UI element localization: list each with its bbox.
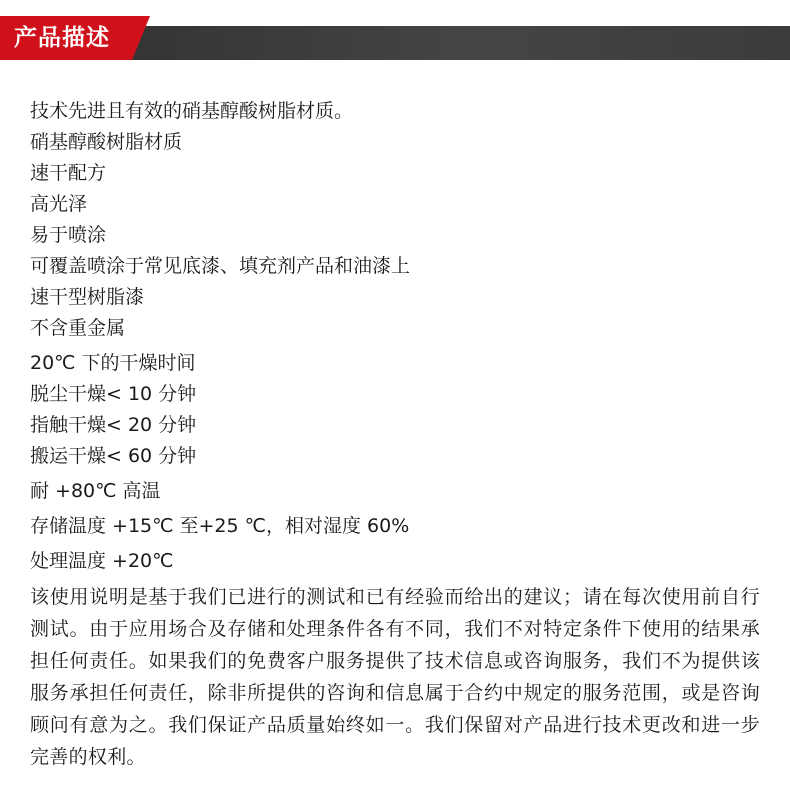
feature-line: 硝基醇酸树脂材质 [30, 131, 183, 153]
storage-temperature: 存储温度 +15℃ 至+25 ℃，相对湿度 60% [30, 515, 410, 537]
heat-resistance: 耐 +80℃ 高温 [30, 480, 161, 502]
disclaimer-paragraph: 该使用说明是基于我们已进行的测试和已有经验而给出的建议；请在每次使用前自行测试。由于应用场合及存储和处理条件各有不同，我们不对特定条件下使用的结果承担任何责任。如果我们的免费客户服务提供了技术信息或咨询服务，我们不为提供该服务承担任何责任，除非所提供的咨询和信息属于合约中规定的服务范围，或是咨询顾问有意为之。我们保证产品质量始终如一。我们保留对产品进行技术更改和进一步完善的权利。 [30, 586, 760, 768]
processing-temperature: 处理温度 +20℃ [30, 550, 174, 572]
feature-line: 速干配方 [30, 162, 107, 184]
drying-item: 脱尘干燥< 10 分钟 [30, 383, 197, 405]
feature-line: 速干型树脂漆 [30, 286, 145, 308]
drying-item: 指触干燥< 20 分钟 [30, 414, 197, 436]
drying-title: 20℃ 下的干燥时间 [30, 352, 196, 374]
feature-line: 可覆盖喷涂于常见底漆、填充剂产品和油漆上 [30, 255, 411, 277]
feature-line: 不含重金属 [30, 317, 126, 339]
section-title: 产品描述 [14, 25, 110, 51]
description-content [30, 96, 760, 773]
drying-item: 搬运干燥< 60 分钟 [30, 445, 197, 467]
feature-line: 技术先进且有效的硝基醇酸树脂材质。 [30, 100, 354, 122]
feature-line: 易于喷涂 [30, 224, 107, 246]
feature-line: 高光泽 [30, 193, 88, 215]
